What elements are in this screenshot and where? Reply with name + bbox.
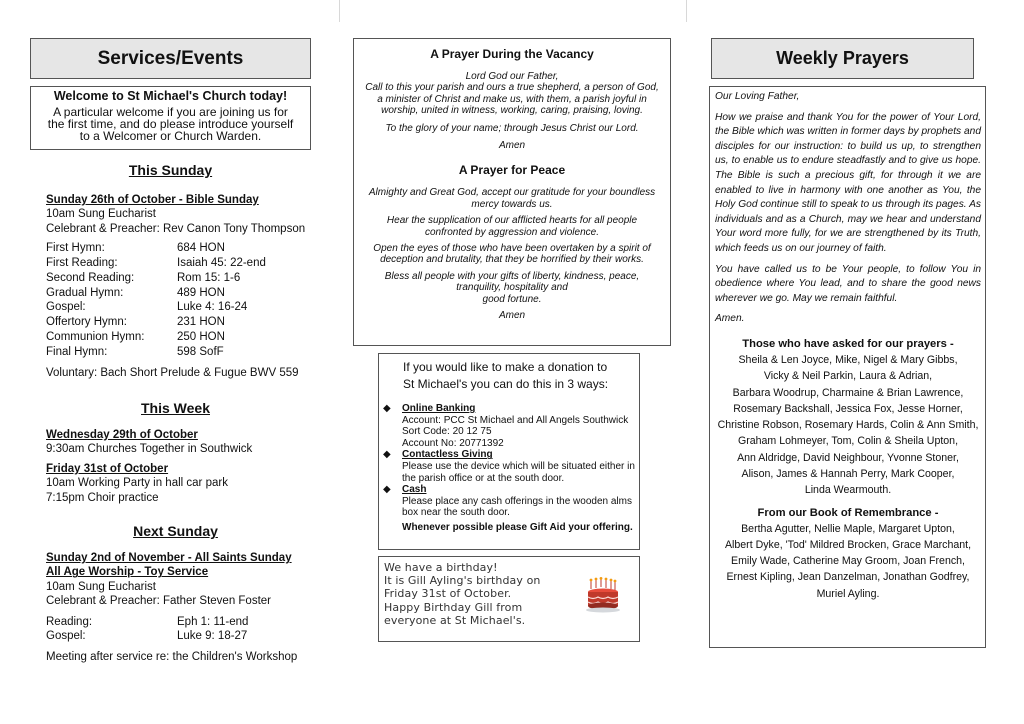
donation-heading (379, 359, 639, 393)
weekly-prayers-header: Weekly Prayers (711, 38, 974, 79)
bullet-icon: ◆ (383, 403, 391, 414)
fold-mark-left (339, 0, 340, 22)
name-line: Ernest Kipling, Jean Danzelman, Jonathan Godfrey, (726, 571, 970, 584)
contactless-title: Contactless Giving (402, 449, 493, 461)
name-line: Sheila & Len Joyce, Mike, Nigel & Mary Gibbs, (738, 353, 958, 366)
reading-label: First Hymn: (46, 242, 105, 255)
reading-row (46, 300, 326, 315)
prayer-paragraph: How we praise and thank You for the power of Your Lord, the Bible which was written in former days by prophets and disciples for our instruction: to build us up, to strengthen us, to enable us to endure steadfastly and to give us hope. The Bible is such a precious gift, for through it we are enabled to live in harmony with one another as You, the Holy God continue still to speak to us through its pages. As individuals and as a Church, may we hear and understand Your word more fully, for we are strengthened by its Truth, which feeds us on our journey of faith. (715, 111, 981, 254)
prayer-amen: Amen. (715, 313, 745, 325)
weekly-prayers-content (710, 87, 985, 602)
name-line: Bertha Agutter, Nellie Maple, Margaret Upton, (741, 522, 955, 535)
reading-label: Communion Hymn: (46, 331, 145, 343)
donation-heading-line: If you would like to make a donation to (403, 360, 608, 374)
reading-row (46, 315, 326, 330)
celebrant: Celebrant & Preacher: Father Steven Foster (46, 595, 271, 608)
welcome-line: the first time, and do please introduce yourself (47, 117, 294, 131)
prayer-requests-title: Those who have asked for our prayers - (742, 337, 954, 350)
reading-label: Gospel: (46, 301, 86, 314)
reading-row (46, 330, 326, 345)
prayer-line: Call to this your parish and ours a true shepherd, a person of God, (365, 82, 659, 94)
bullet-icon: ◆ (383, 484, 391, 496)
birthday-line: everyone at St Michael's. (384, 613, 526, 627)
name-line: Albert Dyke, 'Tod' Mildred Brocken, Grace Marchant, (724, 538, 972, 551)
bullet-icon: ◆ (383, 449, 391, 461)
reading-row (46, 615, 326, 630)
reading-row (46, 629, 326, 644)
reading-label: Second Reading: (46, 271, 135, 284)
prayer-opening: Our Loving Father, (715, 91, 800, 102)
prayer-line: Lord God our Father, (465, 71, 559, 82)
prayer-amen: Amen (498, 140, 526, 152)
reading-value: 250 HON (177, 331, 225, 343)
next-sunday-subtitle: All Age Worship - Toy Service (46, 566, 209, 579)
this-week-section (46, 428, 326, 505)
name-line: Christine Robson, Rosemary Hards, Colin & Ann Smith, (717, 419, 979, 432)
reading-row (46, 241, 326, 256)
name-line: Alison, James & Hannah Perry, Mark Cooper, (741, 467, 955, 480)
prayer-line: To the glory of your name; through Jesus Christ our Lord. (385, 122, 639, 134)
donation-options (379, 403, 639, 534)
online-banking-line: Account: PCC St Michael and All Angels Southwick (402, 414, 629, 426)
name-line: Graham Lohmeyer, Tom, Colin & Sheila Upton, (737, 435, 959, 448)
friday-title: Friday 31st of October (46, 462, 169, 475)
birthday-line: We have a birthday! (384, 561, 498, 574)
welcome-box (30, 86, 311, 150)
contactless-line: the parish office or at the south door. (402, 472, 565, 484)
reading-label: Reading: (46, 615, 93, 628)
remembrance-list (715, 521, 981, 602)
prayer-line: deception and brutality, that they be horrified by their works. (380, 254, 644, 266)
donation-box (378, 353, 640, 550)
reading-value: 231 HON (177, 316, 225, 329)
reading-value: Rom 15: 1-6 (177, 271, 241, 284)
prayer-line: confronted by aggression and violence. (424, 226, 599, 238)
donation-option-online (379, 403, 639, 449)
name-line: Emily Wade, Catherine May Groom, Joan French, (731, 555, 965, 568)
prayer-requests-list (715, 352, 981, 499)
service-time: 10am Sung Eucharist (46, 580, 156, 593)
welcome-title: Welcome to St Michael's Church today! (53, 89, 288, 103)
weekly-prayers-box (709, 86, 986, 648)
welcome-line: A particular welcome if you are joining us for (53, 105, 288, 119)
birthday-line: Friday 31st of October. (384, 587, 512, 601)
online-banking-title: Online Banking (402, 403, 476, 414)
birthday-cake-icon (585, 577, 621, 615)
welcome-text (31, 106, 310, 142)
vacancy-prayer-title: A Prayer During the Vacancy (430, 47, 594, 61)
remembrance-title: From our Book of Remembrance - (757, 506, 939, 519)
name-line: Linda Wearmouth. (804, 484, 892, 497)
service-time: 10am Sung Eucharist (46, 208, 156, 221)
contactless-line: Please use the device which will be situated either in (402, 460, 635, 472)
birthday-text (384, 561, 541, 627)
gift-aid-note: Whenever possible please Gift Aid your offering. (402, 521, 633, 533)
reading-label: Gradual Hymn: (46, 286, 124, 299)
reading-value: 684 HON (177, 242, 225, 255)
prayer-line: Almighty and Great God, accept our gratitude for your boundless (368, 187, 656, 199)
welcome-line: to a Welcomer or Church Warden. (79, 129, 262, 143)
online-banking-line: Account No: 20771392 (402, 437, 504, 449)
prayer-line: Hear the supplication of our afflicted hearts for all people (386, 215, 638, 227)
prayer-paragraph: You have called us to be Your people, to follow You in obedience where You lead, and to share the good news wherever we go. May we remain faithful. (715, 263, 981, 304)
reading-label: Offertory Hymn: (46, 316, 127, 329)
reading-label: Gospel: (46, 630, 86, 643)
celebrant: Celebrant & Preacher: Rev Canon Tony Thompson (46, 222, 306, 235)
reading-row (46, 256, 326, 271)
prayer-line: mercy towards us. (471, 198, 553, 210)
prayer-line: Bless all people with your gifts of liberty, kindness, peace, (384, 270, 640, 282)
name-line: Barbara Woodrup, Charmaine & Brian Lawrence, (732, 386, 964, 399)
cash-line: Please place any cash offerings in the wooden alms (402, 495, 632, 507)
wednesday-event: 9:30am Churches Together in Southwick (46, 443, 253, 456)
reading-value: Luke 4: 16-24 (177, 301, 248, 314)
fold-mark-right (686, 0, 687, 22)
next-sunday-title: Sunday 2nd of November - All Saints Sunday (46, 552, 292, 564)
reading-value: 598 SofF (177, 345, 224, 358)
donation-heading-line: St Michael's you can do this in 3 ways: (403, 377, 609, 391)
prayer-amen: Amen (498, 310, 526, 322)
reading-value: Isaiah 45: 22-end (177, 257, 266, 270)
cash-line: box near the south door. (402, 507, 510, 519)
reading-row (46, 271, 326, 286)
this-week-heading: This Week (141, 400, 210, 416)
cash-title: Cash (402, 484, 427, 496)
vacancy-prayer-text (354, 71, 670, 151)
prayer-line: tranquility, hospitality and (456, 282, 568, 294)
donation-option-contactless (379, 449, 639, 484)
reading-label: Final Hymn: (46, 345, 108, 358)
next-sunday-heading: Next Sunday (133, 523, 218, 539)
services-events-header: Services/Events (30, 38, 311, 79)
name-line: Vicky & Neil Parkin, Laura & Adrian, (763, 370, 933, 383)
next-sunday-section (46, 551, 326, 665)
reading-row (46, 345, 326, 360)
name-line: Muriel Ayling. (816, 587, 880, 600)
donation-option-cash (379, 484, 639, 533)
online-banking-line: Sort Code: 20 12 75 (402, 426, 492, 438)
friday-event: 10am Working Party in hall car park (46, 477, 228, 490)
reading-value: 489 HON (177, 286, 225, 299)
this-sunday-title: Sunday 26th of October - Bible Sunday (46, 194, 259, 206)
this-sunday-heading: This Sunday (128, 162, 213, 178)
meeting-note: Meeting after service re: the Children's Workshop (46, 651, 298, 664)
this-sunday-section (46, 193, 326, 380)
reading-value: Eph 1: 11-end (177, 615, 249, 628)
name-line: Rosemary Backshall, Jessica Fox, Jesse Horner, (733, 402, 963, 415)
peace-prayer-title: A Prayer for Peace (458, 163, 566, 178)
peace-prayer-text (354, 187, 670, 321)
birthday-line: It is Gill Ayling's birthday on (384, 574, 541, 588)
reading-row (46, 286, 326, 301)
prayer-line: a minister of Christ and make us, with them, a parish joyful in (377, 93, 647, 105)
birthday-line: Happy Birthday Gill from (384, 600, 523, 614)
prayer-line: Open the eyes of those who have been overtaken by a spirit of (373, 243, 651, 255)
friday-event: 7:15pm Choir practice (46, 491, 159, 504)
wednesday-title: Wednesday 29th of October (46, 429, 198, 441)
reading-value: Luke 9: 18-27 (177, 630, 248, 643)
reading-label: First Reading: (46, 257, 118, 270)
prayers-box (353, 38, 671, 346)
birthday-box (378, 556, 640, 642)
prayer-line: good fortune. (482, 293, 542, 305)
voluntary: Voluntary: Bach Short Prelude & Fugue BWV 559 (46, 366, 299, 379)
prayer-line: worship, united in witness, working, caring, praising, loving. (381, 105, 643, 117)
name-line: Ann Aldridge, David Neighbour, Yvonne Stoner, (737, 451, 959, 464)
